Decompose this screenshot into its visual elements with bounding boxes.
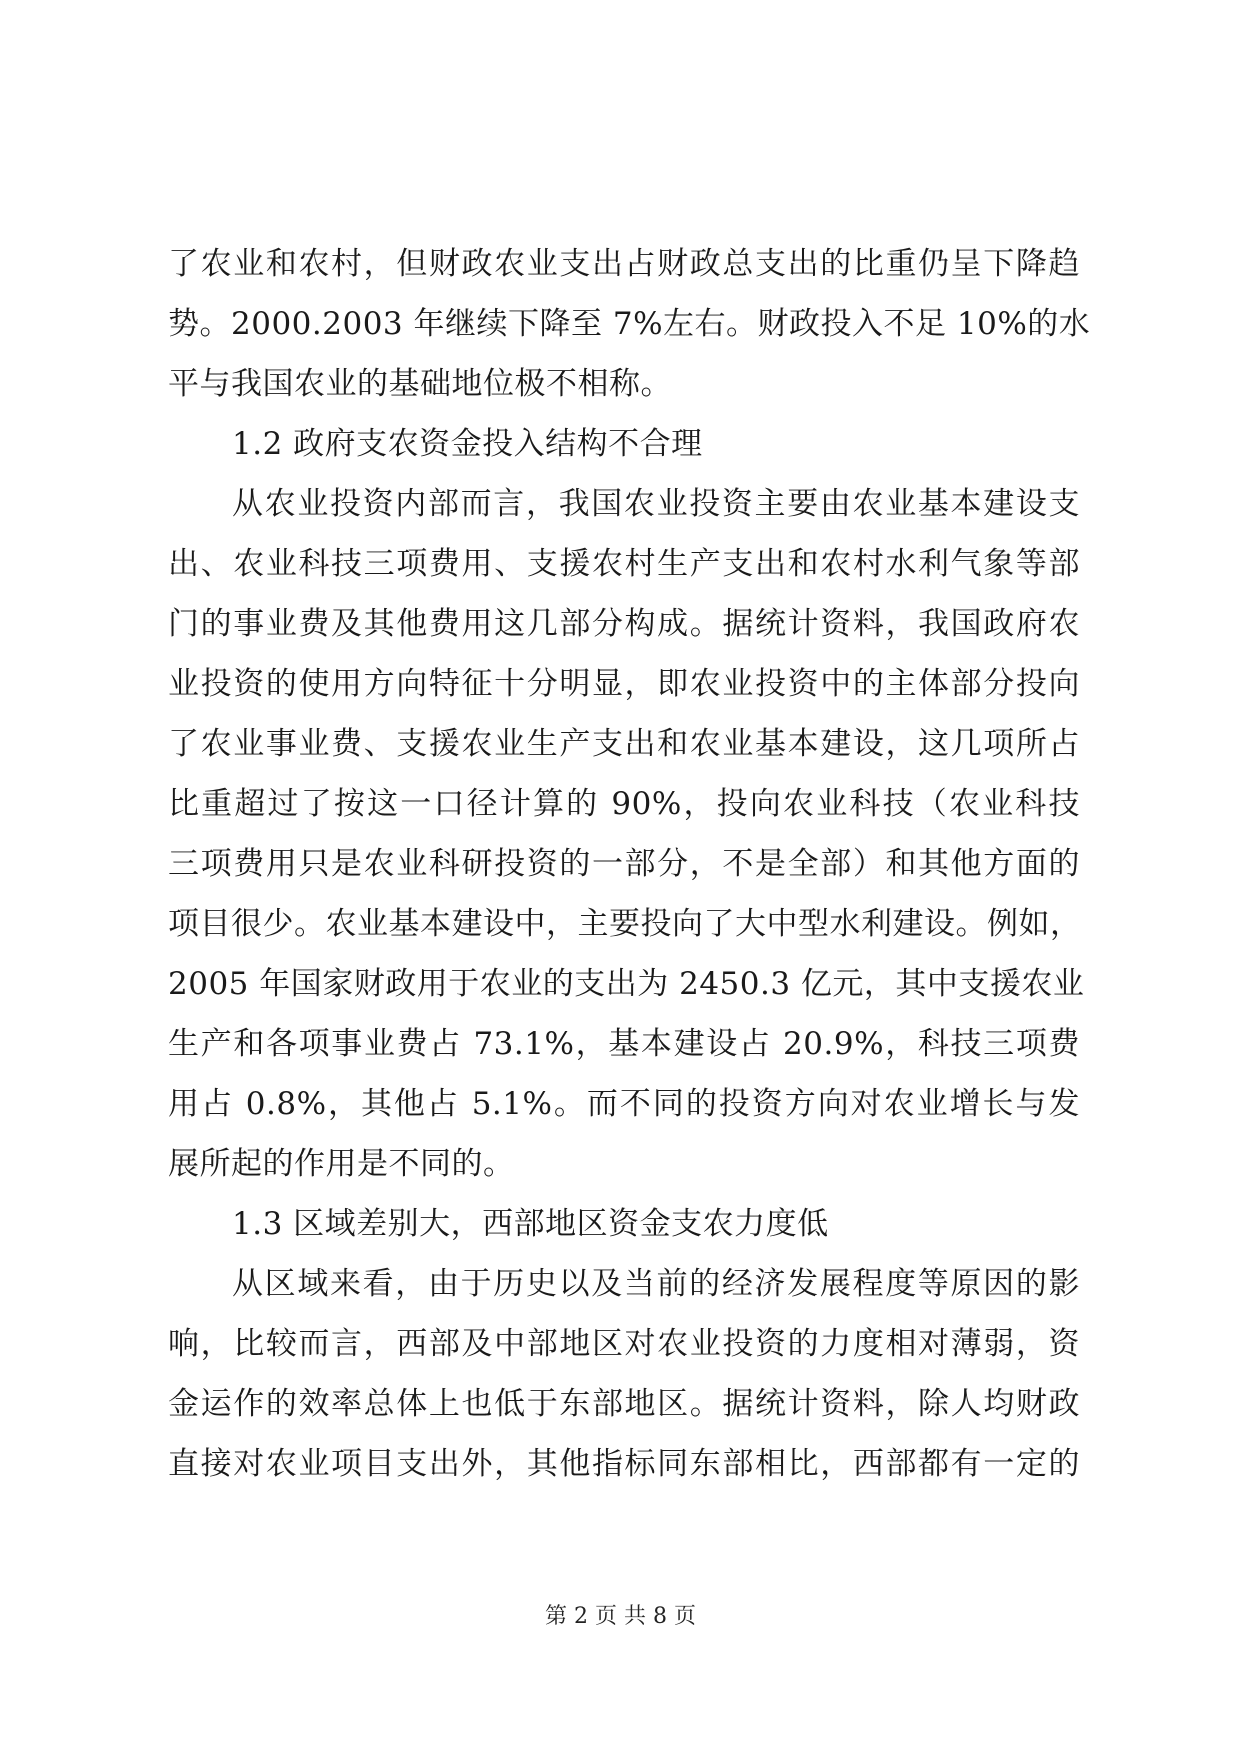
section-heading-1-3: 1.3 区域差别大，西部地区资金支农力度低 (232, 1206, 829, 1242)
text-line: 直接对农业项目支出外，其他指标同东部相比，西部都有一定的 (168, 1446, 1080, 1482)
text-line: 项目很少。农业基本建设中，主要投向了大中型水利建设。例如， (168, 906, 1082, 942)
text-line: 生产和各项事业费占 73.1%，基本建设占 20.9%，科技三项费 (168, 1026, 1080, 1062)
text-line: 业投资的使用方向特征十分明显，即农业投资中的主体部分投向 (168, 666, 1080, 702)
text-line: 响，比较而言，西部及中部地区对农业投资的力度相对薄弱，资 (168, 1326, 1080, 1362)
text-line: 势。2000.2003 年继续下降至 7%左右。财政投入不足 10%的水 (168, 306, 1091, 342)
body-text (168, 234, 1091, 1494)
text-line: 用占 0.8%，其他占 5.1%。而不同的投资方向对农业增长与发 (168, 1086, 1080, 1122)
text-line: 金运作的效率总体上也低于东部地区。据统计资料，除人均财政 (168, 1386, 1080, 1422)
text-line: 从农业投资内部而言，我国农业投资主要由农业基本建设支 (232, 486, 1080, 522)
text-line: 了农业和农村，但财政农业支出占财政总支出的比重仍呈下降趋 (168, 246, 1080, 282)
text-line: 平与我国农业的基础地位极不相称。 (168, 366, 672, 402)
section-heading-1-2: 1.2 政府支农资金投入结构不合理 (232, 426, 703, 462)
text-line: 展所起的作用是不同的。 (168, 1146, 515, 1182)
text-line: 门的事业费及其他费用这几部分构成。据统计资料，我国政府农 (168, 606, 1080, 642)
text-line: 出、农业科技三项费用、支援农村生产支出和农村水利气象等部 (168, 546, 1080, 582)
text-line: 比重超过了按这一口径计算的 90%，投向农业科技（农业科技 (168, 786, 1080, 822)
text-line: 三项费用只是农业科研投资的一部分，不是全部）和其他方面的 (168, 846, 1080, 882)
text-line: 2005 年国家财政用于农业的支出为 2450.3 亿元，其中支援农业 (168, 966, 1085, 1002)
text-line: 了农业事业费、支援农业生产支出和农业基本建设，这几项所占 (168, 726, 1080, 762)
text-line: 从区域来看，由于历史以及当前的经济发展程度等原因的影 (232, 1266, 1080, 1302)
page-footer: 第 2 页 共 8 页 (545, 1604, 696, 1629)
